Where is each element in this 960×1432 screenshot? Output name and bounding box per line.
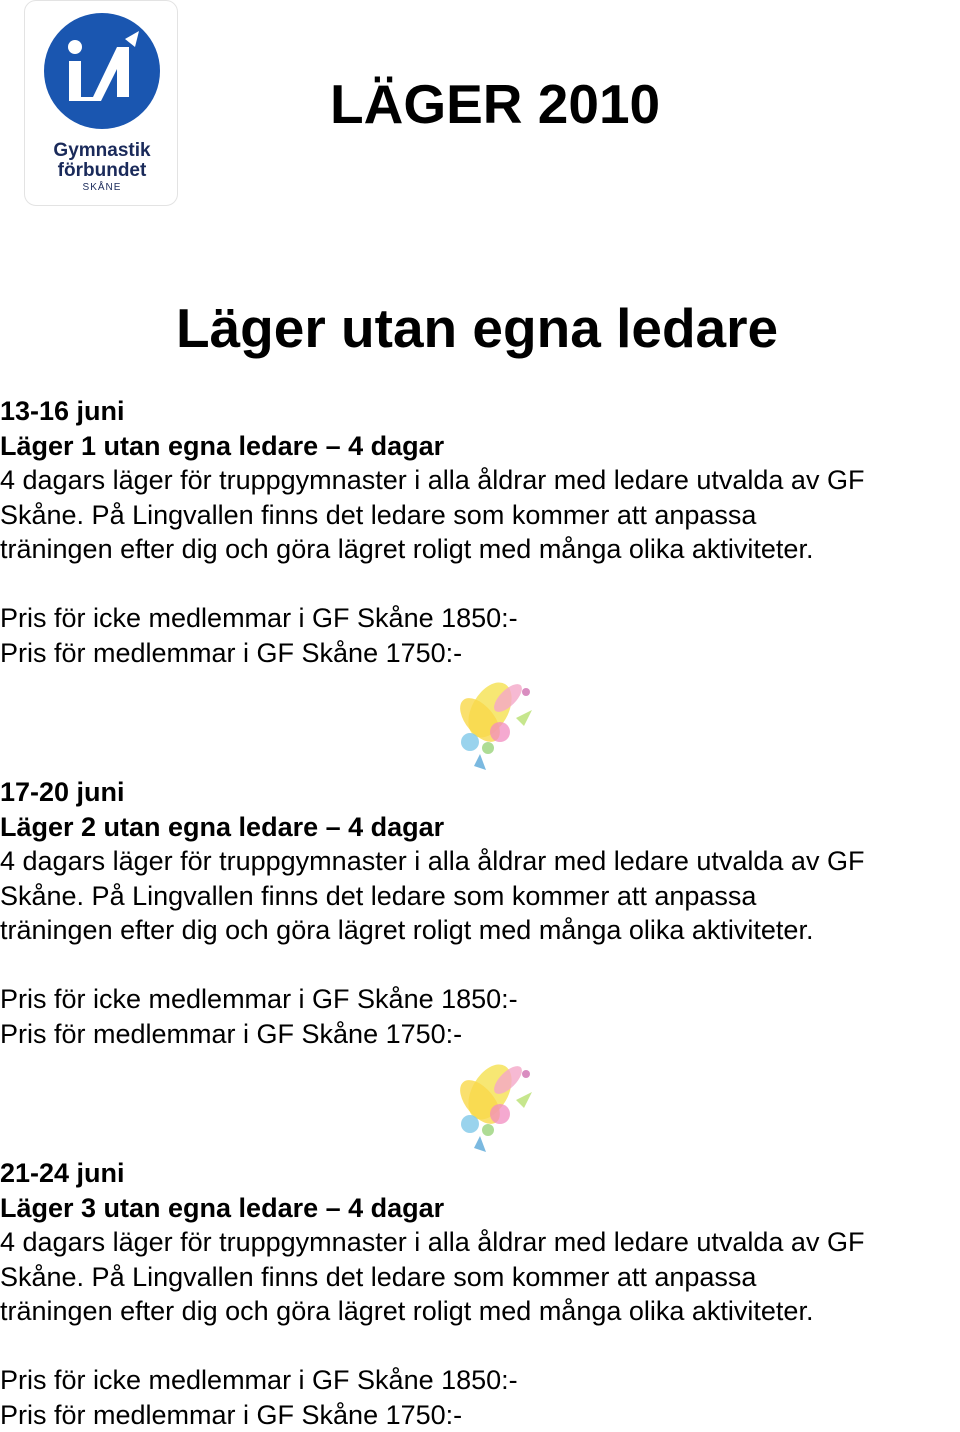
flower-decoration-icon <box>440 1052 540 1156</box>
camp-description-line: träningen efter dig och göra lägret roligt med många olika aktiviteter. <box>0 532 960 567</box>
camp-name: Läger 1 utan egna ledare – 4 dagar <box>0 429 960 464</box>
flower-decoration-icon <box>440 670 540 774</box>
camp-dates: 13-16 juni <box>0 394 960 429</box>
logo-text-line2: förbundet <box>25 161 179 181</box>
spacer <box>0 948 960 983</box>
camp-price-nonmember: Pris för icke medlemmar i GF Skåne 1850:- <box>0 1363 960 1398</box>
section-title: Läger utan egna ledare <box>176 296 778 360</box>
camp-dates: 17-20 juni <box>0 775 960 810</box>
camp-description-line: träningen efter dig och göra lägret roligt med många olika aktiviteter. <box>0 913 960 948</box>
logo-text-line3: SKÅNE <box>25 182 179 194</box>
gymnastikforbundet-logo <box>24 0 178 206</box>
logo-text-line1: Gymnastik <box>25 141 179 161</box>
spacer <box>0 1329 960 1364</box>
camp-name: Läger 3 utan egna ledare – 4 dagar <box>0 1191 960 1226</box>
camp-description-line: 4 dagars läger för truppgymnaster i alla åldrar med ledare utvalda av GF <box>0 844 960 879</box>
camp-block <box>0 394 960 670</box>
camp-description-line: träningen efter dig och göra lägret roligt med många olika aktiviteter. <box>0 1294 960 1329</box>
camp-price-member: Pris för medlemmar i GF Skåne 1750:- <box>0 636 960 671</box>
camp-description-line: Skåne. På Lingvallen finns det ledare som kommer att anpassa <box>0 1260 960 1295</box>
document-title: LÄGER 2010 <box>330 72 660 136</box>
camp-price-nonmember: Pris för icke medlemmar i GF Skåne 1850:- <box>0 982 960 1017</box>
camp-description-line: 4 dagars läger för truppgymnaster i alla åldrar med ledare utvalda av GF <box>0 1225 960 1260</box>
logo-emblem-icon <box>25 1 179 141</box>
camp-dates: 21-24 juni <box>0 1156 960 1191</box>
camp-block <box>0 775 960 1051</box>
camp-price-nonmember: Pris för icke medlemmar i GF Skåne 1850:- <box>0 601 960 636</box>
camp-description-line: Skåne. På Lingvallen finns det ledare som kommer att anpassa <box>0 879 960 914</box>
camp-name: Läger 2 utan egna ledare – 4 dagar <box>0 810 960 845</box>
camp-price-member: Pris för medlemmar i GF Skåne 1750:- <box>0 1398 960 1432</box>
spacer <box>0 567 960 602</box>
camp-description-line: Skåne. På Lingvallen finns det ledare som kommer att anpassa <box>0 498 960 533</box>
camp-price-member: Pris för medlemmar i GF Skåne 1750:- <box>0 1017 960 1052</box>
camp-description-line: 4 dagars läger för truppgymnaster i alla åldrar med ledare utvalda av GF <box>0 463 960 498</box>
camp-block <box>0 1156 960 1432</box>
